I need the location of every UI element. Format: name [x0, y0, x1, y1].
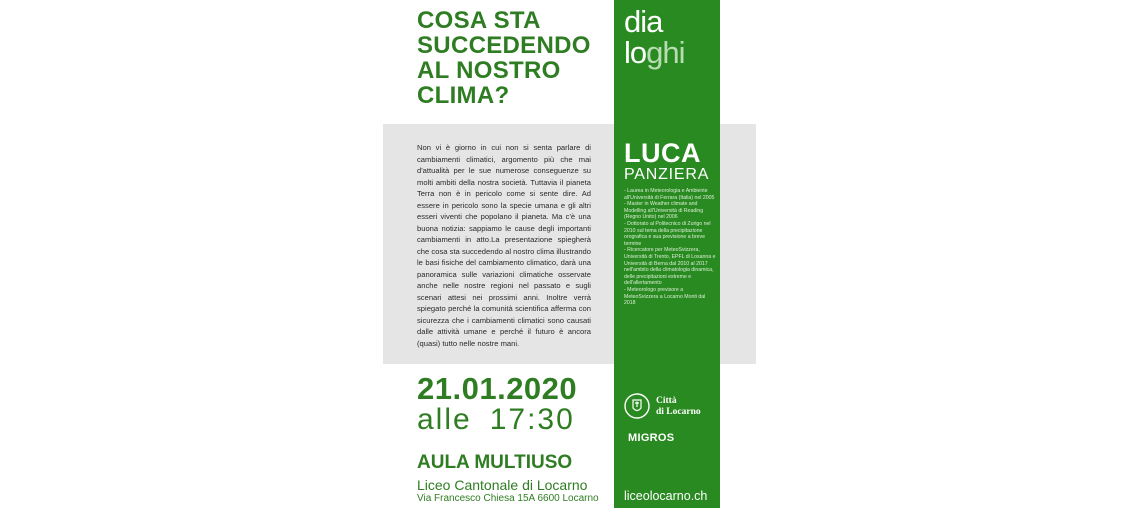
bio-item: - Dottorato al Politecnico di Zurigo nel 2010 sul tema della precipitazione orografica e sua previsione a breve termine	[624, 220, 711, 247]
title-line: SUCCEDENDO	[417, 32, 591, 59]
event-date: 21.01.2020	[417, 371, 578, 406]
venue-hall: AULA MULTIUSO	[417, 452, 573, 473]
title-line: COSA STA	[417, 7, 541, 34]
sponsor-logo: MIGROS	[628, 432, 675, 444]
event-time	[417, 404, 593, 436]
city-crest-icon	[624, 393, 650, 419]
time-value: 17:30	[489, 403, 575, 436]
dialoghi-logo	[624, 6, 720, 68]
speaker-first-name: LUCA	[624, 138, 701, 168]
poster-title	[417, 8, 617, 108]
time-prefix: alle	[417, 403, 472, 436]
bio-item: - Ricercatore per MeteoSvizzera, Università di Trento, EPFL di Losanna e Università di Berna dal 2010 al 2017 nell'ambito della climatologia dinamica, delle precipitazioni estreme e dell'allertamento	[624, 247, 716, 287]
city-line: Città	[656, 396, 677, 406]
bio-item: - Laurea in Meteorologia e Ambiente all'Università di Ferrara (Italia) nel 2005	[624, 188, 715, 201]
city-line: di Locarno	[656, 407, 701, 417]
logo-part-light: ghi	[646, 35, 685, 70]
logo-part: dia	[624, 4, 663, 39]
speaker-bio	[624, 188, 716, 307]
city-logo	[624, 393, 716, 421]
website-link[interactable]: liceolocarno.ch	[624, 489, 708, 503]
intro-text: Non vi è giorno in cui non si senta parlare di cambiamenti climatici, argomento più che mai d'attualità per le sue numerose conseguenze su molti ambiti della nostra società. Tuttavia il pianeta Terra non è in pericolo come si sente dire. Ad essere in pericolo sono la specie umana e gli altri esseri viventi che popolano il pianeta. Ma c'è una buona notizia: sappiamo le cause degli importanti cambiamenti in atto.La presentazione spiegherà che cosa sta succedendo al nostro clima illustrando le basi fisiche del cambiamento climatico, darà una panoramica sulle variazioni climatiche osservate anche nelle nostre regioni nel passato e sugli scenari attesi nei prossimi anni. Inoltre verrà spiegato perché la comunità scientifica afferma con sicurezza che i cambiamenti climatici sono causati dalle attività umane e perché il futuro è ancora (quasi) tutto nelle nostre mani.	[417, 143, 591, 348]
speaker-last-name: PANZIERA	[624, 166, 710, 183]
title-line: AL NOSTRO	[417, 57, 561, 84]
venue-school: Liceo Cantonale di Locarno	[417, 477, 588, 493]
city-name	[656, 396, 701, 418]
logo-part: lo	[624, 35, 647, 70]
venue-address: Via Francesco Chiesa 15A 6600 Locarno	[417, 493, 599, 504]
bio-item: - Master in Weather climate and Modelling all'Università di Reading (Regno Unito) nel 2006	[624, 201, 704, 221]
title-line: CLIMA?	[417, 82, 510, 109]
bio-item: - Meteorologo previsore a MeteoSvizzera a Locarno Monti dal 2018	[624, 286, 706, 307]
